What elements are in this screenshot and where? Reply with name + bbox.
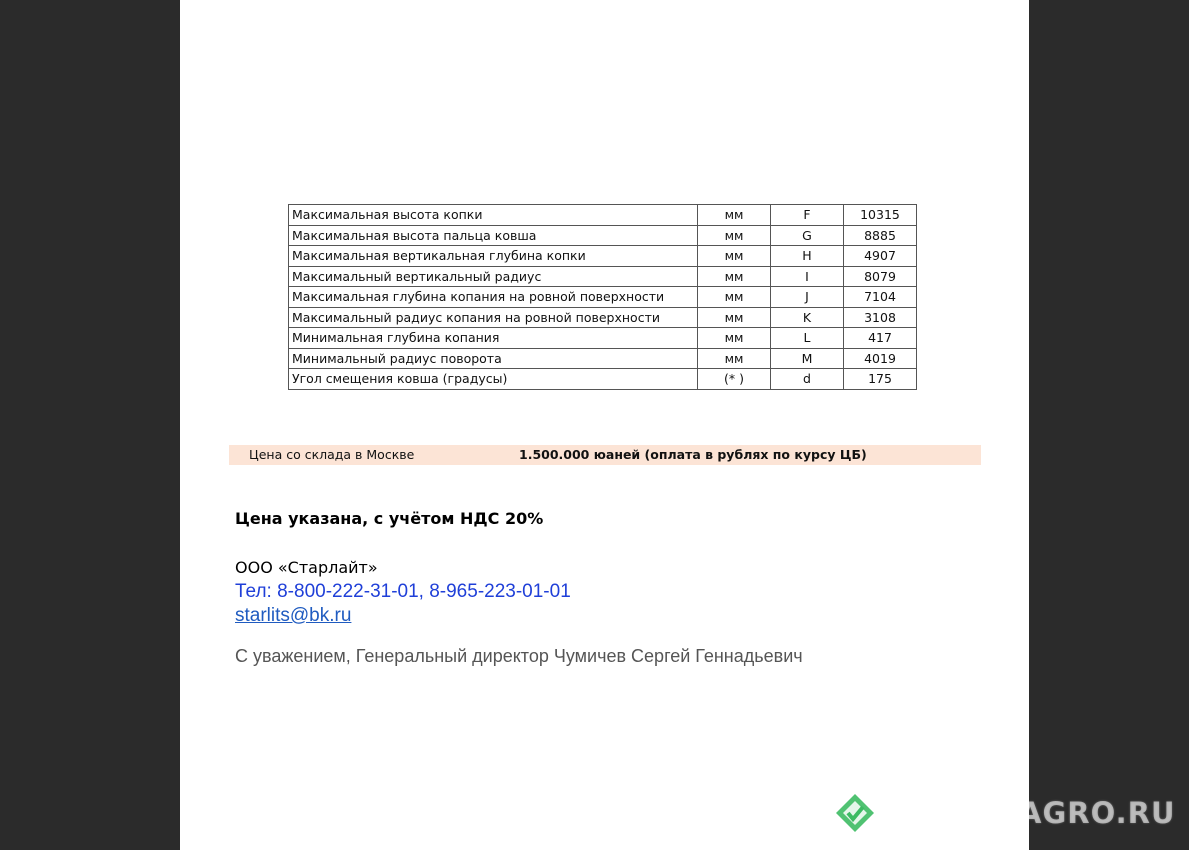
company-name: ООО «Старлайт» bbox=[235, 558, 378, 577]
phone-numbers: Тел: 8-800-222-31-01, 8-965-223-01-01 bbox=[235, 581, 571, 602]
spec-row bbox=[289, 328, 917, 349]
spec-unit-cell: мм bbox=[698, 225, 771, 246]
diamond-check-icon bbox=[834, 792, 876, 834]
spec-value-cell: 4907 bbox=[844, 246, 917, 267]
spec-name-cell: Минимальный радиус поворота bbox=[289, 348, 698, 369]
specs-table-body bbox=[289, 205, 917, 390]
spec-value-cell: 10315 bbox=[844, 205, 917, 226]
spec-row bbox=[289, 205, 917, 226]
price-bar bbox=[229, 445, 981, 465]
spec-row bbox=[289, 287, 917, 308]
spec-unit-cell: мм bbox=[698, 205, 771, 226]
spec-name-cell: Угол смещения ковша (градусы) bbox=[289, 369, 698, 390]
spec-value-cell: 4019 bbox=[844, 348, 917, 369]
spec-row bbox=[289, 307, 917, 328]
watermark-text: VERUM-AGRO.RU bbox=[884, 796, 1176, 830]
spec-name-cell: Максимальный вертикальный радиус bbox=[289, 266, 698, 287]
spec-name-cell: Минимальная глубина копания bbox=[289, 328, 698, 349]
spec-unit-cell: мм bbox=[698, 348, 771, 369]
spec-row bbox=[289, 348, 917, 369]
spec-symbol-cell: I bbox=[771, 266, 844, 287]
spec-symbol-cell: F bbox=[771, 205, 844, 226]
spec-unit-cell: мм bbox=[698, 246, 771, 267]
spec-value-cell: 3108 bbox=[844, 307, 917, 328]
spec-value-cell: 417 bbox=[844, 328, 917, 349]
spec-symbol-cell: H bbox=[771, 246, 844, 267]
email-link[interactable]: starlits@bk.ru bbox=[235, 605, 352, 626]
spec-symbol-cell: M bbox=[771, 348, 844, 369]
spec-value-cell: 7104 bbox=[844, 287, 917, 308]
spec-name-cell: Максимальная высота копки bbox=[289, 205, 698, 226]
price-label: Цена со склада в Москве bbox=[249, 447, 415, 462]
spec-name-cell: Максимальный радиус копания на ровной поверхности bbox=[289, 307, 698, 328]
spec-unit-cell: мм bbox=[698, 328, 771, 349]
watermark bbox=[834, 792, 1176, 834]
price-value: 1.500.000 юаней (оплата в рублях по курсу ЦБ) bbox=[519, 447, 867, 462]
spec-symbol-cell: J bbox=[771, 287, 844, 308]
spec-row bbox=[289, 266, 917, 287]
spec-name-cell: Максимальная высота пальца ковша bbox=[289, 225, 698, 246]
spec-unit-cell: мм bbox=[698, 266, 771, 287]
spec-name-cell: Максимальная глубина копания на ровной поверхности bbox=[289, 287, 698, 308]
spec-row bbox=[289, 246, 917, 267]
spec-unit-cell: мм bbox=[698, 307, 771, 328]
signature: С уважением, Генеральный директор Чумичев Сергей Геннадьевич bbox=[235, 646, 803, 666]
spec-symbol-cell: K bbox=[771, 307, 844, 328]
specs-table bbox=[288, 204, 917, 390]
spec-value-cell: 8079 bbox=[844, 266, 917, 287]
spec-value-cell: 8885 bbox=[844, 225, 917, 246]
spec-symbol-cell: d bbox=[771, 369, 844, 390]
spec-symbol-cell: L bbox=[771, 328, 844, 349]
spec-value-cell: 175 bbox=[844, 369, 917, 390]
vat-note: Цена указана, с учётом НДС 20% bbox=[235, 509, 544, 528]
document-page bbox=[180, 0, 1029, 850]
spec-name-cell: Максимальная вертикальная глубина копки bbox=[289, 246, 698, 267]
spec-unit-cell: мм bbox=[698, 287, 771, 308]
spec-row bbox=[289, 225, 917, 246]
spec-unit-cell: (* ) bbox=[698, 369, 771, 390]
spec-symbol-cell: G bbox=[771, 225, 844, 246]
spec-row bbox=[289, 369, 917, 390]
